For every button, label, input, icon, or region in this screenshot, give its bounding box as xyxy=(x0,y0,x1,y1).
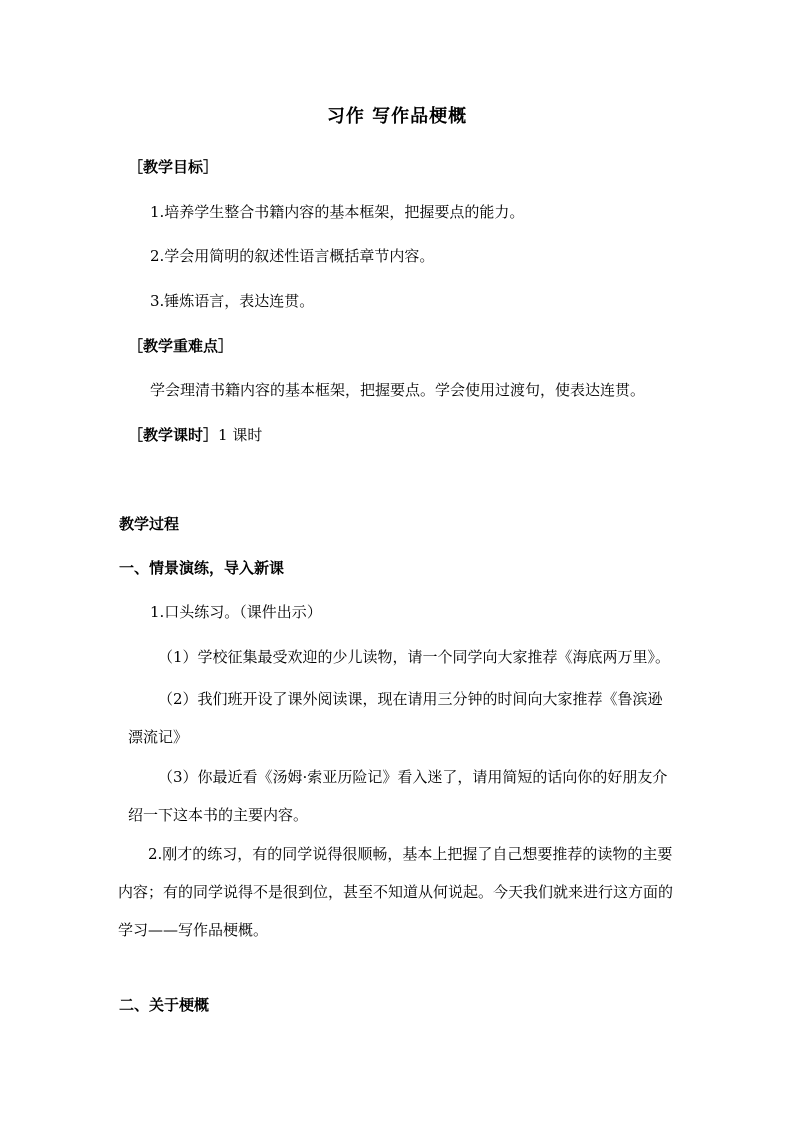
goal-item-2: 2.学会用简明的叙述性语言概括章节内容。 xyxy=(150,247,435,265)
key-points-text: 学会理清书籍内容的基本框架，把握要点。学会使用过渡句，使表达连贯。 xyxy=(150,381,646,399)
key-points-heading: ［教学重难点］ xyxy=(128,337,234,355)
class-hours-value: 1 课时 xyxy=(218,426,263,444)
goal-item-3: 3.锤炼语言，表达连贯。 xyxy=(150,292,315,310)
section1-item-1: 1.口头练习。（课件出示） xyxy=(150,603,322,621)
goals-heading: ［教学目标］ xyxy=(128,158,219,176)
section1-heading: 一、情景演练，导入新课 xyxy=(119,559,285,577)
goal-item-1: 1.培养学生整合书籍内容的基本框架，把握要点的能力。 xyxy=(150,203,525,221)
class-hours-label: ［教学课时］ xyxy=(128,426,219,444)
class-hours xyxy=(128,424,262,446)
section1-sub-3: （3）你最近看《汤姆·索亚历险记》看入迷了，请用简短的话向你的好朋友介绍一下这本书的主要内容。 xyxy=(128,768,668,824)
section1-item-2: 2.刚才的练习，有的同学说得很顺畅，基本上把握了自己想要推荐的读物的主要内容；有的同学说得不是很到位，甚至不知道从何说起。今天我们就来进行这方面的学习——写作品梗概。 xyxy=(118,845,674,939)
section2-heading: 二、关于梗概 xyxy=(119,996,210,1014)
page-title: 习作 写作品梗概 xyxy=(326,106,468,127)
process-heading: 教学过程 xyxy=(119,515,180,533)
section1-sub-2: （2）我们班开设了课外阅读课，现在请用三分钟的时间向大家推荐《鲁滨逊漂流记》 xyxy=(128,690,663,746)
section1-sub-1: （1）学校征集最受欢迎的少儿读物，请一个同学向大家推荐《海底两万里》。 xyxy=(158,648,671,666)
